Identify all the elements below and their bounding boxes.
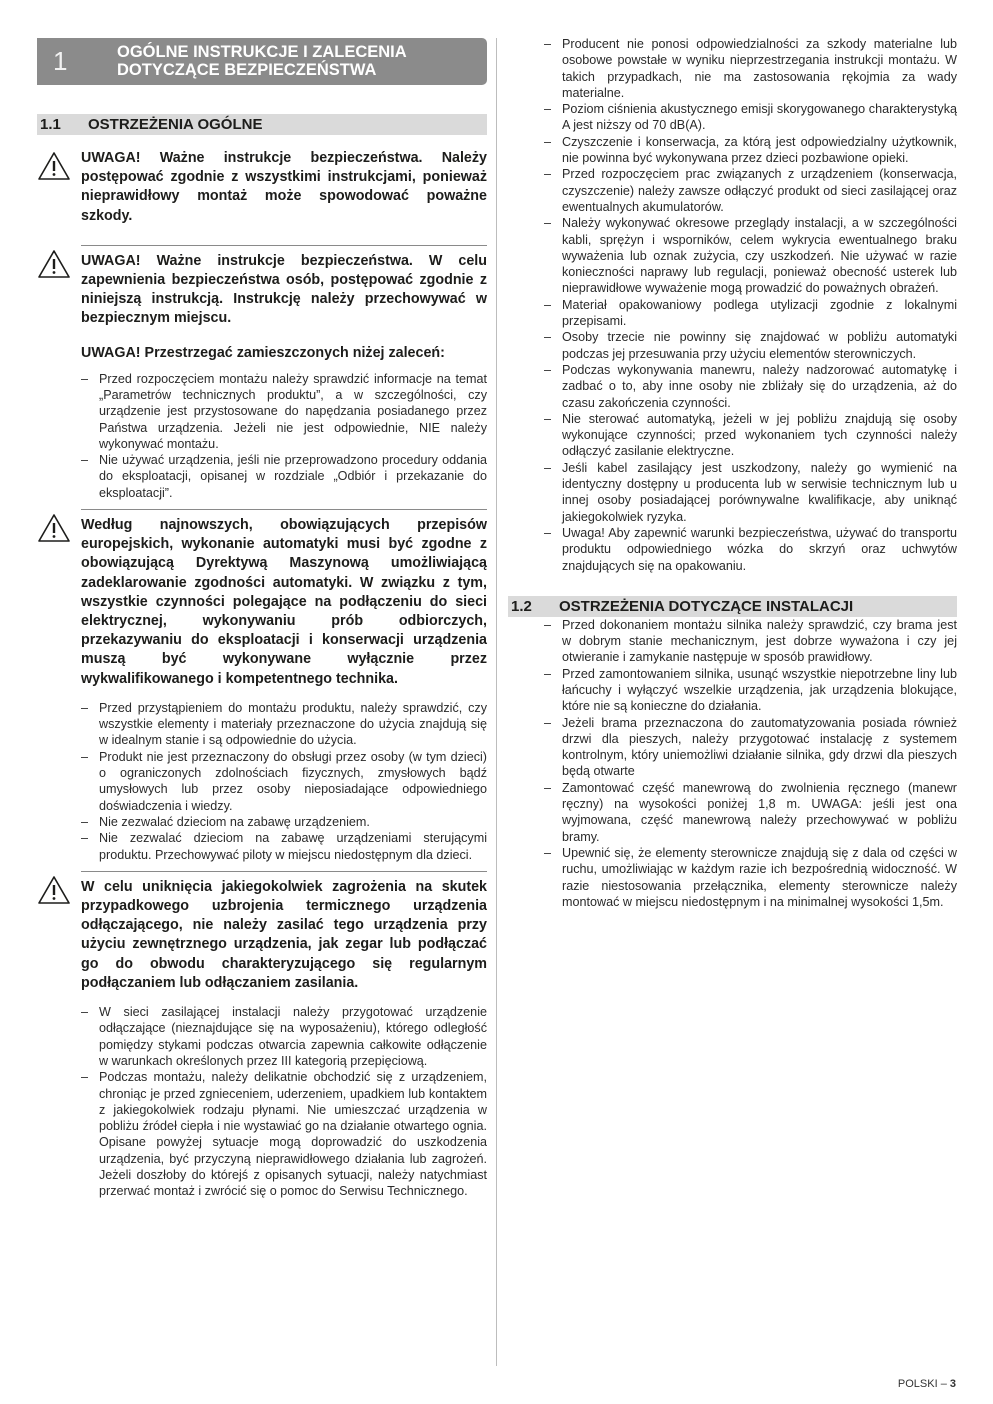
- list-item: – Uwaga! Aby zapewnić warunki bezpieczeństwa, używać do transportu produktu odpowiedniego wózka do skrzyń oraz uchwytów znajdujących się na opakowaniu.: [544, 525, 957, 574]
- list-item: – Zamontować część manewrową do zwolnienia ręcznego (manewr ręczny) na wysokości poniżej 1,8 m. UWAGA: jeśli jest ona wyjmowana, część manewrową należy przechowywać w pobliżu bramy.: [544, 780, 957, 845]
- warning-triangle-icon: [37, 249, 71, 279]
- warning-block-2: [81, 245, 487, 329]
- instruction-list-5: [544, 617, 957, 910]
- instruction-list-3: [81, 1004, 487, 1200]
- page-footer: [898, 1378, 956, 1390]
- list-item: – Nie zezwalać dzieciom na zabawę urządzeniami sterującymi produktu. Przechowywać piloty w miejscu niedostępnym dla dzieci.: [81, 830, 487, 863]
- warning-triangle-icon: [37, 513, 71, 543]
- list-item: – Materiał opakowaniowy podlega utylizacji zgodnie z lokalnymi przepisami.: [544, 297, 957, 330]
- list-item: – Przed zamontowaniem silnika, usunąć wszystkie niepotrzebne liny lub łańcuchy i wyłączyć wszelkie urządzenia, jak urządzenia blokujące, które nie są konieczne do działania.: [544, 666, 957, 715]
- warning-text: W celu uniknięcia jakiegokolwiek zagrożenia na skutek przypadkowego uzbrojenia termicznego urządzenia odłączającego, nie należy zasilać tego urządzenia przy użyciu zewnętrznego urządzenia, jak zegar lub podłączać go do obwodu charakteryzującego się regularnym podłączaniem lub odłączaniem zasilania.: [81, 878, 487, 991]
- right-column: [508, 38, 957, 910]
- page-number: 3: [949, 1378, 956, 1390]
- list-item: – Podczas wykonywania manewru, należy nadzorować automatykę i zadbać o to, aby inne osoby nie zbliżały się do urządzenia, aż do czasu zakończenia czynności.: [544, 362, 957, 411]
- warning-text: UWAGA! Ważne instrukcje bezpieczeństwa. Należy postępować zgodnie z wszystkimi instrukcjami, ponieważ nieprawidłowy montaż może spowodować poważne szkody.: [81, 150, 487, 224]
- section-title: OSTRZEŻENIA OGÓLNE: [88, 116, 263, 133]
- left-column: [37, 38, 487, 1200]
- section-number: 1.1: [40, 116, 61, 133]
- section-heading-1-1: [37, 114, 487, 135]
- list-item: – Jeżeli brama przeznaczona do zautomatyzowania posiada również drzwi dla pieszych, należy przygotować instalację z systemem kontrolnym, który uniemożliwi działanie silnika, gdy drzwi dla pieszych będą otwarte: [544, 715, 957, 780]
- chapter-header: [37, 38, 487, 85]
- list-item: – Poziom ciśnienia akustycznego emisji skorygowanego charakterystyką A jest niższy od 70 dB(A).: [544, 101, 957, 134]
- list-item: – Przed dokonaniem montażu silnika należy sprawdzić, czy brama jest w dobrym stanie mechanicznym, jest dobrze wyważona i czy jej otwieranie i zamykanie następuje w sposób prawidłowy.: [544, 617, 957, 666]
- list-item: – Produkt nie jest przeznaczony do obsługi przez osoby (w tym dzieci) o ograniczonych zdolnościach fizycznych, zmysłowych bądź umysłowych lub przez osoby nieposiadające odpowiedniego doświadczenia i wiedzy.: [81, 749, 487, 814]
- list-item: – Nie sterować automatyką, jeżeli w jej pobliżu znajdują się osoby wykonujące czynności; przed wykonaniem tych czynności należy odłączyć zasilanie elektryczne.: [544, 411, 957, 460]
- list-item: – Osoby trzecie nie powinny się znajdować w pobliżu automatyki podczas jej przesuwania przy użyciu elementów sterowniczych.: [544, 329, 957, 362]
- instruction-list-4: [544, 36, 957, 574]
- section-title: OSTRZEŻENIA DOTYCZĄCE INSTALACJI: [559, 597, 854, 615]
- footer-language: POLSKI –: [897, 1378, 947, 1390]
- instruction-list-1: [81, 371, 487, 501]
- warning-triangle-icon: [37, 875, 71, 905]
- list-item: – Przed przystąpieniem do montażu produktu, należy sprawdzić, czy wszystkie elementy i materiały przeznaczone do użycia znajdują się w idealnym stanie i są odpowiednie do użycia.: [81, 700, 487, 749]
- warning-text: Według najnowszych, obowiązujących przepisów europejskich, wykonanie automatyki musi być zgodne z obowiązującą Dyrektywą Maszynową umożliwiającą zadeklarowanie zgodności automatyki. W związku z tym, wszystkie czynności polegające na podłączeniu do sieci elektrycznej, wykonywaniu prób odbiorczych, przekazywaniu do eksploatacji i konserwacji urządzenia muszą być wykonywane wyłącznie przez wykwalifikowanego i kompetentnego technika.: [81, 517, 487, 687]
- instruction-list-2: [81, 700, 487, 863]
- warning-block-3: [81, 509, 487, 689]
- list-item: – W sieci zasilającej instalacji należy przygotować urządzenie odłączające (nieznajdujące się na wyposażeniu), którego odległość pomiędzy stykami podczas otwarcia zapewnia całkowite odłączenie w warunkach określonych przez III kategorią przepięciową.: [81, 1004, 487, 1069]
- list-item: – Czyszczenie i konserwacja, za którą jest odpowiedzialny użytkownik, nie powinna być wykonywana przez dzieci pozbawione opieki.: [544, 134, 957, 167]
- list-item: – Nie używać urządzenia, jeśli nie przeprowadzono procedury oddania do eksploatacji, opisanej w rozdziale „Odbiór i przekazanie do eksploatacji”.: [81, 452, 487, 501]
- list-item: – Przed rozpoczęciem prac związanych z urządzeniem (konserwacja, czyszczenie) należy zawsze odłączyć produkt od sieci zasilającej oraz ewentualnych akumulatorów.: [544, 166, 957, 215]
- list-item: – Nie zezwalać dzieciom na zabawę urządzeniem.: [81, 814, 487, 830]
- list-item: – Producent nie ponosi odpowiedzialności za szkody materialne lub osobowe powstałe w wyniku nieprzestrzegania instrukcji montażu. W takich przypadkach, nie ma zastosowania rękojmia za wady materialne.: [544, 36, 957, 101]
- section-number: 1.2: [511, 597, 532, 615]
- warning-text: UWAGA! Ważne instrukcje bezpieczeństwa. W celu zapewnienia bezpieczeństwa osób, postępować zgodnie z niniejszą instrukcją. Instrukcję należy przechowywać w bezpiecznym miejscu.: [81, 252, 487, 327]
- section-heading-1-2: [508, 596, 957, 617]
- list-item: – Podczas montażu, należy delikatnie obchodzić się z urządzeniem, chroniąc je przed zgnieceniem, uderzeniem, upadkiem lub kontaktem z jakiegokolwiek rodzaju płynami. Nie umieszczać urządzenia w pobliżu źródeł ciepła i nie wystawiać go na działanie otwartego ognia. Opisane powyżej sytuacje mogą doprowadzić do uszkodzenia urządzenia, być przyczyną nieprawidłowego działania lub zagrożeń. Jeżeli doszłoby do którejś z opisanych sytuacji, należy natychmiast przerwać montaż i zwrócić się o pomoc do Serwisu Technicznego.: [81, 1069, 487, 1199]
- list-item: – Upewnić się, że elementy sterownicze znajdują się z dala od części w ruchu, umożliwiając w każdym razie ich bezpośrednią widoczność. W razie niestosowania przełącznika, elementy sterownicze należy montować w miejscu niedostępnym i na minimalnej wysokości 1,5m.: [544, 845, 957, 910]
- list-item: – Jeśli kabel zasilający jest uszkodzony, należy go wymienić na identyczny dostępny u producenta lub w serwisie technicznym lub u innej osoby posiadającej porównywalne kwalifikacje, aby uniknąć jakiegokolwiek ryzyka.: [544, 460, 957, 525]
- column-divider: [496, 38, 497, 1366]
- chapter-number: 1: [53, 46, 68, 76]
- warning-subheading: UWAGA! Przestrzegać zamieszczonych niżej zaleceń:: [81, 344, 445, 361]
- chapter-title: OGÓLNE INSTRUKCJE I ZALECENIA DOTYCZĄCE BEZPIECZEŃSTWA: [117, 43, 407, 79]
- list-item: – Przed rozpoczęciem montażu należy sprawdzić informacje na temat „Parametrów technicznych produktu”, a w szczególności, czy urządzenie jest przystosowane do napędzania posiadanego przez Państwa urządzenia. Jeżeli nie jest odpowiednie, NIE należy wykonywać montażu.: [81, 371, 487, 452]
- warning-block-4: [81, 871, 487, 993]
- warning-block-1: [37, 149, 487, 226]
- list-item: – Należy wykonywać okresowe przeglądy instalacji, a w szczególności kabli, sprężyn i wsporników, celem wykrycia ewentualnego braku wyważenia lub oznak zużycia, czy uszkodzeń. Nie używać w razie konieczności naprawy lub regulacji, ponieważ obecność usterek lub nieprawidłowe wyważenie mogą prowadzić do poważnych obrażeń.: [544, 215, 957, 296]
- warning-triangle-icon: [37, 151, 71, 181]
